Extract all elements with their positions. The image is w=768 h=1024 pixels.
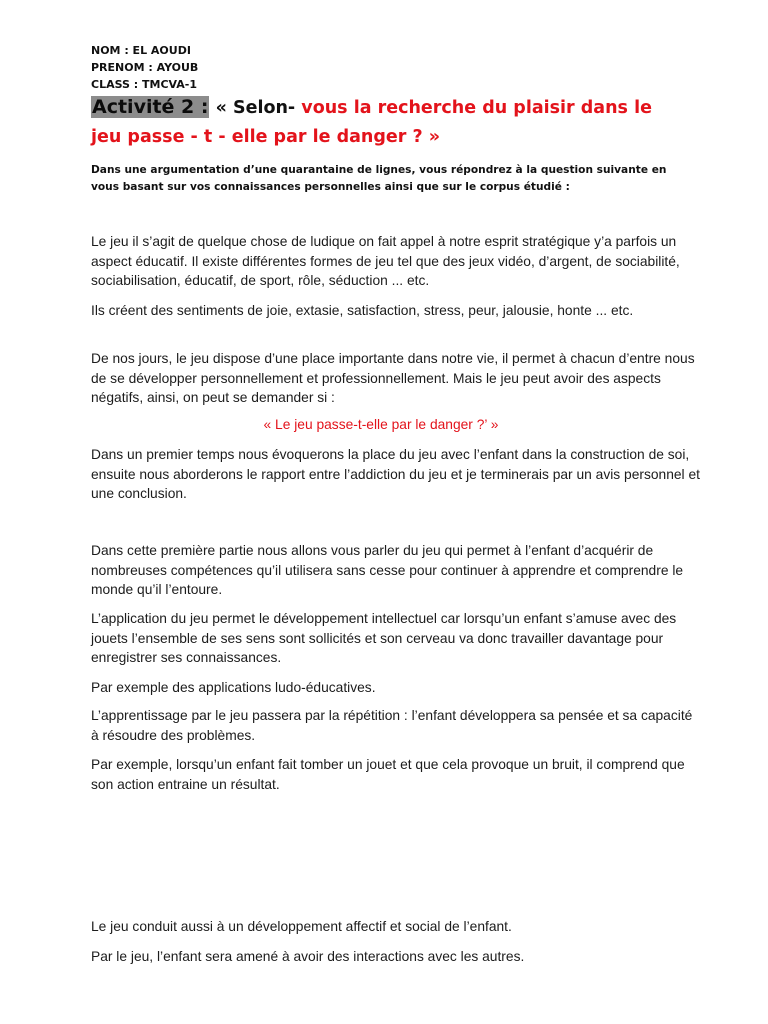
title-question-part1: vous la recherche du plaisir dans le <box>301 98 652 118</box>
assignment-instructions: Dans une argumentation d’une quarantaine de lignes, vous répondrez à la question suivante en vous basant sur vos connaissances personnelles ainsi que sur le corpus étudié : <box>91 164 667 193</box>
paragraph-example-toy: Par exemple, lorsqu’un enfant fait tomber un jouet et que cela provoque un bruit, il comprend que son action entraine un résultat. <box>91 757 685 792</box>
paragraph-affective-social: Le jeu conduit aussi à un développement affectif et social de l’enfant. <box>91 919 512 934</box>
student-class: CLASS : TMCVA-1 <box>91 78 198 91</box>
paragraph-intellectual-development: L’application du jeu permet le développement intellectuel car lorsqu’un enfant s’amuse avec des jouets l’ensemble de ses sens sont sollicités et son cerveau va donc travailler davantage pour enregistrer ses connaissances. <box>91 611 677 665</box>
paragraph-example-apps: Par exemple des applications ludo-éducatives. <box>91 680 376 695</box>
paragraph-problem: De nos jours, le jeu dispose d’une place importante dans notre vie, il permet à chacun d’entre nous de se développer personnellement et professionnellement. Mais le jeu peut avoir des aspects négatifs, ainsi, on peut se demander si : <box>91 351 695 405</box>
paragraph-intro-definition: Le jeu il s’agit de quelque chose de ludique on fait appel à notre esprit stratégique y’a parfois un aspect éducatif. Il existe différentes formes de jeu tel que des jeux vidéo, d’argent, de sociabilité, sociabilisation, éducatif, de sport, rôle, séduction ... etc. <box>91 234 680 288</box>
student-name: NOM : EL AOUDI <box>91 44 191 57</box>
activity-label: Activité 2 : <box>92 96 209 118</box>
problem-question: « Le jeu passe-t-elle par le danger ?’ » <box>263 417 499 432</box>
paragraph-interactions: Par le jeu, l’enfant sera amené à avoir des interactions avec les autres. <box>91 949 525 964</box>
student-firstname: PRENOM : AYOUB <box>91 61 199 74</box>
paragraph-part1-intro: Dans cette première partie nous allons vous parler du jeu qui permet à l’enfant d’acquérir de nombreuses compétences qu’il utilisera sans cesse pour continuer à apprendre et comprendre le monde qu’il l’entoure. <box>91 543 684 597</box>
paragraph-plan: Dans un premier temps nous évoquerons la place du jeu avec l’enfant dans la construction de soi, ensuite nous aborderons le rapport entre l’addiction du jeu et je terminerais par un avis personnel et une conclusion. <box>91 447 700 501</box>
paragraph-repetition: L’apprentissage par le jeu passera par la répétition : l’enfant développera sa pensée et sa capacité à résoudre des problèmes. <box>91 708 693 743</box>
paragraph-emotions: Ils créent des sentiments de joie, extasie, satisfaction, stress, peur, jalousie, honte ... etc. <box>91 303 634 318</box>
activity-title <box>91 96 652 118</box>
title-selon: « Selon- <box>215 98 296 118</box>
title-question-part2: jeu passe - t - elle par le danger ? » <box>91 127 441 147</box>
